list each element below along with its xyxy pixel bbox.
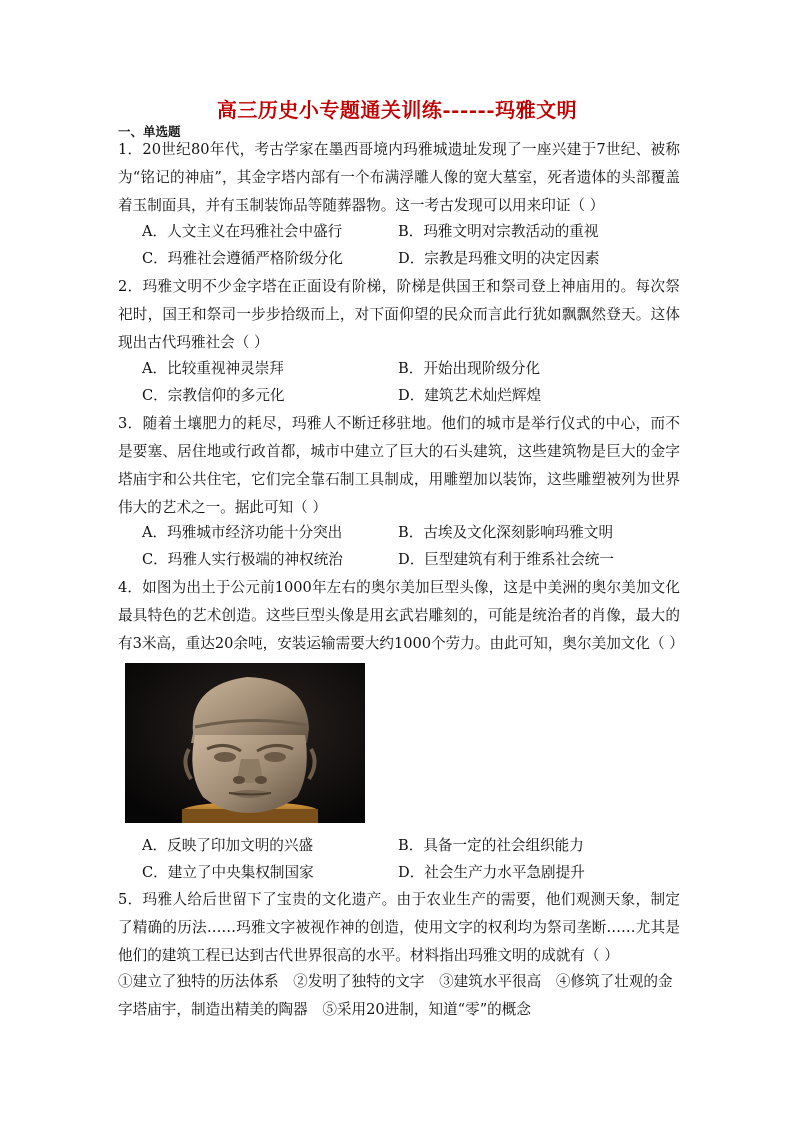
question-1-option-b[interactable]: B．玛雅文明对宗教活动的重视 — [398, 223, 599, 240]
question-2-option-d[interactable]: D．建筑艺术灿烂辉煌 — [398, 387, 542, 404]
question-2-stem: 2．玛雅文明不少金字塔在正面设有阶梯，阶梯是供国王和祭司登上神庙用的。每次祭祀时，国王和祭司一步步拾级而上，对下面仰望的民众而言此行犹如飘飘然登天。这体现出古代玛雅社会（ ） — [118, 278, 680, 351]
question-3-option-b[interactable]: B．古埃及文化深刻影响玛雅文明 — [398, 524, 614, 541]
question-3-stem: 3．随着土壤肥力的耗尽，玛雅人不断迁移驻地。他们的城市是举行仪式的中心，而不是要塞、居住地或行政首都，城市中建立了巨大的石头建筑，这些建筑物是巨大的金字塔庙宇和公共住宅，它们完全靠石制工具制成，用雕塑加以装饰，这些雕塑被列为世界伟大的艺术之一。据此可知（ ） — [118, 415, 680, 516]
question-1-stem: 1．20世纪80年代，考古学家在墨西哥境内玛雅城遗址发现了一座兴建于7世纪、被称为“铭记的神庙”，其金字塔内部有一个布满浮雕人像的宽大墓室，死者遗体的头部覆盖着玉制面具，并有玉制装饰品等随葬器物。这一考古发现可以用来印证（ ） — [118, 141, 680, 214]
question-3-option-a[interactable]: A．玛雅城市经济功能十分突出 — [142, 524, 343, 541]
page-title: 高三历史小专题通关训练------玛雅文明 — [216, 98, 578, 122]
question-3-option-d[interactable]: D．巨型建筑有利于维系社会统一 — [398, 551, 615, 568]
question-1-option-d[interactable]: D．宗教是玛雅文明的决定因素 — [398, 250, 600, 267]
question-5-items: ①建立了独特的历法体系 ②发明了独特的文字 ③建筑水平很高 ④修筑了壮观的金字塔庙宇，制造出精美的陶器 ⑤采用20进制，知道“零”的概念 — [118, 973, 673, 1018]
question-5-stem: 5．玛雅人给后世留下了宝贵的文化遗产。由于农业生产的需要，他们观测天象，制定了精确的历法……玛雅文字被视作神的创造，使用文字的权利均为祭司垄断……尤其是他们的建筑工程已达到古代世界很高的水平。材料指出玛雅文明的成就有（ ） — [118, 891, 680, 964]
question-3-option-c[interactable]: C．玛雅人实行极端的神权统治 — [142, 551, 343, 568]
question-2-option-c[interactable]: C．宗教信仰的多元化 — [142, 387, 285, 404]
question-4-option-d[interactable]: D．社会生产力水平急剧提升 — [398, 864, 585, 881]
question-1-option-a[interactable]: A．人文主义在玛雅社会中盛行 — [142, 223, 343, 240]
olmec-head-photo — [125, 663, 365, 823]
question-2-option-a[interactable]: A．比较重视神灵崇拜 — [142, 360, 284, 377]
section-heading: 一、单选题 — [118, 124, 181, 139]
question-1-option-c[interactable]: C．玛雅社会遵循严格阶级分化 — [142, 250, 343, 267]
question-4-stem: 4．如图为出土于公元前1000年左右的奥尔美加巨型头像，这是中美洲的奥尔美加文化最具特色的艺术创造。这些巨型头像是用玄武岩雕刻的，可能是统治者的肖像，最大的有3米高，重达20余吨，安装运输需要大约1000个劳力。由此可知，奥尔美加文化（ ） — [118, 579, 684, 652]
question-2-option-b[interactable]: B．开始出现阶级分化 — [398, 360, 541, 377]
question-4-option-b[interactable]: B．具备一定的社会组织能力 — [398, 837, 584, 854]
question-4-option-c[interactable]: C．建立了中央集权制国家 — [142, 864, 314, 881]
question-4-option-a[interactable]: A．反映了印加文明的兴盛 — [142, 837, 314, 854]
